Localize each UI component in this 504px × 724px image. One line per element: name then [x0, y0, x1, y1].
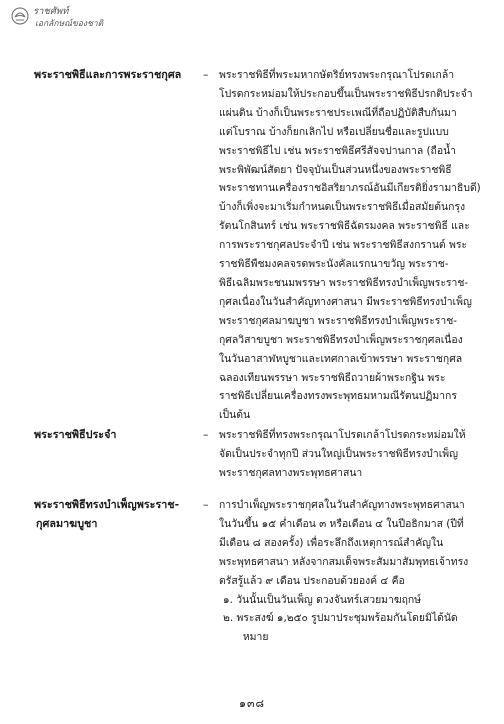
- entry-term: [34, 426, 206, 445]
- definition-line: บ้างก็เพิ่งจะมาเริ่มกำหนดเป็นพระราชพิธีเมื่อสมัยต้นกรุง: [219, 201, 466, 214]
- definition-line: ในวันขึ้น ๑๕ ค่ำเดือน ๓ หรือเดือน ๔ ในปีอธิกมาส (ปีที่: [219, 517, 464, 530]
- definition-line: เป็นต้น: [219, 409, 251, 422]
- definition-line: ราชพิธีเปลี่ยนเครื่องทรงพระพุทธมหามณีรัตนปฏิมากร: [219, 390, 457, 403]
- entry-term: [34, 496, 206, 534]
- definition-line: พระพุทธศาสนา หลังจากสมเด็จพระสัมมาสัมพุทธเจ้าทรง: [219, 555, 469, 568]
- definition-line: พระราชกุศลทางพระพุทธศาสนา: [219, 466, 363, 479]
- definition-line: พิธีเฉลิมพระชนมพรรษา พระราชพิธีทรงบำเพ็ญพระราช-: [219, 276, 469, 289]
- entry-dash: –: [203, 428, 209, 441]
- definition-line: การพระราชกุศลประจำปี เช่น พระราชพิธีสงกรานต์ พระ: [219, 239, 467, 252]
- header-subtitle: เอกลักษณ์ของชาติ: [35, 19, 104, 29]
- entry-definition: [219, 66, 481, 425]
- definition-line: จัดเป็นประจำทุกปี ส่วนใหญ่เป็นพระราชพิธีทรงบำเพ็ญ: [219, 447, 458, 460]
- definition-line: ฉลองเทียนพรรษา พระราชพิธีถวายผ้าพระกฐิน พระ: [219, 371, 446, 384]
- definition-line: พระราชพิธีที่ทรงพระกรุณาโปรดเกล้าโปรดกระหม่อมให้: [219, 429, 466, 441]
- definition-line: แผ่นดิน บ้างก็เป็นพระราชประเพณีที่ถือปฏิบัติสืบกันมา: [219, 106, 457, 119]
- definition-line: พระพิพัฒน์สัตยา ปัจจุบันเป็นส่วนหนึ่งของพระราชพิธี: [219, 163, 452, 176]
- definition-line: ในวันอาสาฬหบูชาและเทศกาลเข้าพรรษา พระราชกุศล: [219, 352, 463, 365]
- page-number: ๑๓๘: [239, 697, 265, 710]
- definition-line: พระราชพิธีที่พระมหากษัตริย์ทรงพระกรุณาโปรดเกล้า: [219, 69, 455, 81]
- page-header: [10, 6, 103, 30]
- definition-line: ราชพิธีพืชมงคลจรดพระนังคัลแรกนาขวัญ พระราช-: [219, 258, 449, 271]
- entry-dash: –: [203, 68, 209, 81]
- header-title: ราชศัพท์: [33, 6, 69, 17]
- definition-line: การบำเพ็ญพระราชกุศลในวันสำคัญทางพระพุทธศาสนา: [219, 499, 465, 511]
- definition-line: รัตนโกสินทร์ เช่น พระราชพิธีฉัตรมงคล พระราชพิธี และ: [219, 220, 470, 233]
- entry-term-line: พระราชพิธีประจำ: [34, 428, 117, 441]
- definition-line: โปรดกระหม่อมให้ประกอบขึ้นเป็นพระราชพิธีปรกติประจำ: [219, 87, 473, 100]
- entry-term: [34, 66, 206, 85]
- royal-emblem-logo-icon: [10, 6, 30, 26]
- entry-term-line: กุศลมาฆบูชา: [36, 516, 98, 530]
- definition-line: แต่โบราณ บ้างก็ยกเลิกไป หรือเปลี่ยนชื่อและรูปแบบ: [219, 125, 449, 138]
- definition-line: พระราชกุศลมาฆบูชา พระราชพิธีทรงบำเพ็ญพระราช-: [219, 314, 458, 327]
- definition-line: ตรัสรู้แล้ว ๙ เดือน ประกอบด้วยองค์ ๔ คือ: [219, 574, 405, 587]
- definition-list-item: ๑. วันนั้นเป็นวันเพ็ญ ดวงจันทร์เสวยมาฆฤกษ์: [223, 593, 422, 606]
- definition-line: มีเดือน ๘ สองครั้ง) เพื่อระลึกถึงเหตุการณ์สำคัญใน: [219, 536, 444, 549]
- definition-line: พระราชทานเครื่องราชอิสริยาภรณ์อันมีเกียรติยิ่งรามาธิบดี): [219, 182, 481, 195]
- entry-definition: [219, 426, 481, 483]
- definition-list-item: หมาย: [223, 631, 269, 644]
- entry-definition: [219, 496, 481, 647]
- definition-line: พระราชพิธีไป เช่น พระราชพิธีศรีสัจจปานกาล (ถือน้ำ: [219, 144, 457, 157]
- definition-list-item: ๒. พระสงฆ์ ๑,๒๕๐ รูปมาประชุมพร้อมกันโดยมิได้นัด: [223, 612, 458, 625]
- definition-line: กุศลวิสาขบูชา พระราชพิธีทรงบำเพ็ญพระราชกุศลเนื่อง: [219, 333, 463, 346]
- entry-term-line: พระราชพิธีและการพระราชกุศล: [34, 68, 182, 81]
- definition-line: กุศลเนื่องในวันสำคัญทางศาสนา มีพระราชพิธีทรงบำเพ็ญ: [219, 295, 472, 308]
- entry-dash: –: [203, 498, 209, 511]
- entry-term-line: พระราชพิธีทรงบำเพ็ญพระราช-: [34, 498, 180, 511]
